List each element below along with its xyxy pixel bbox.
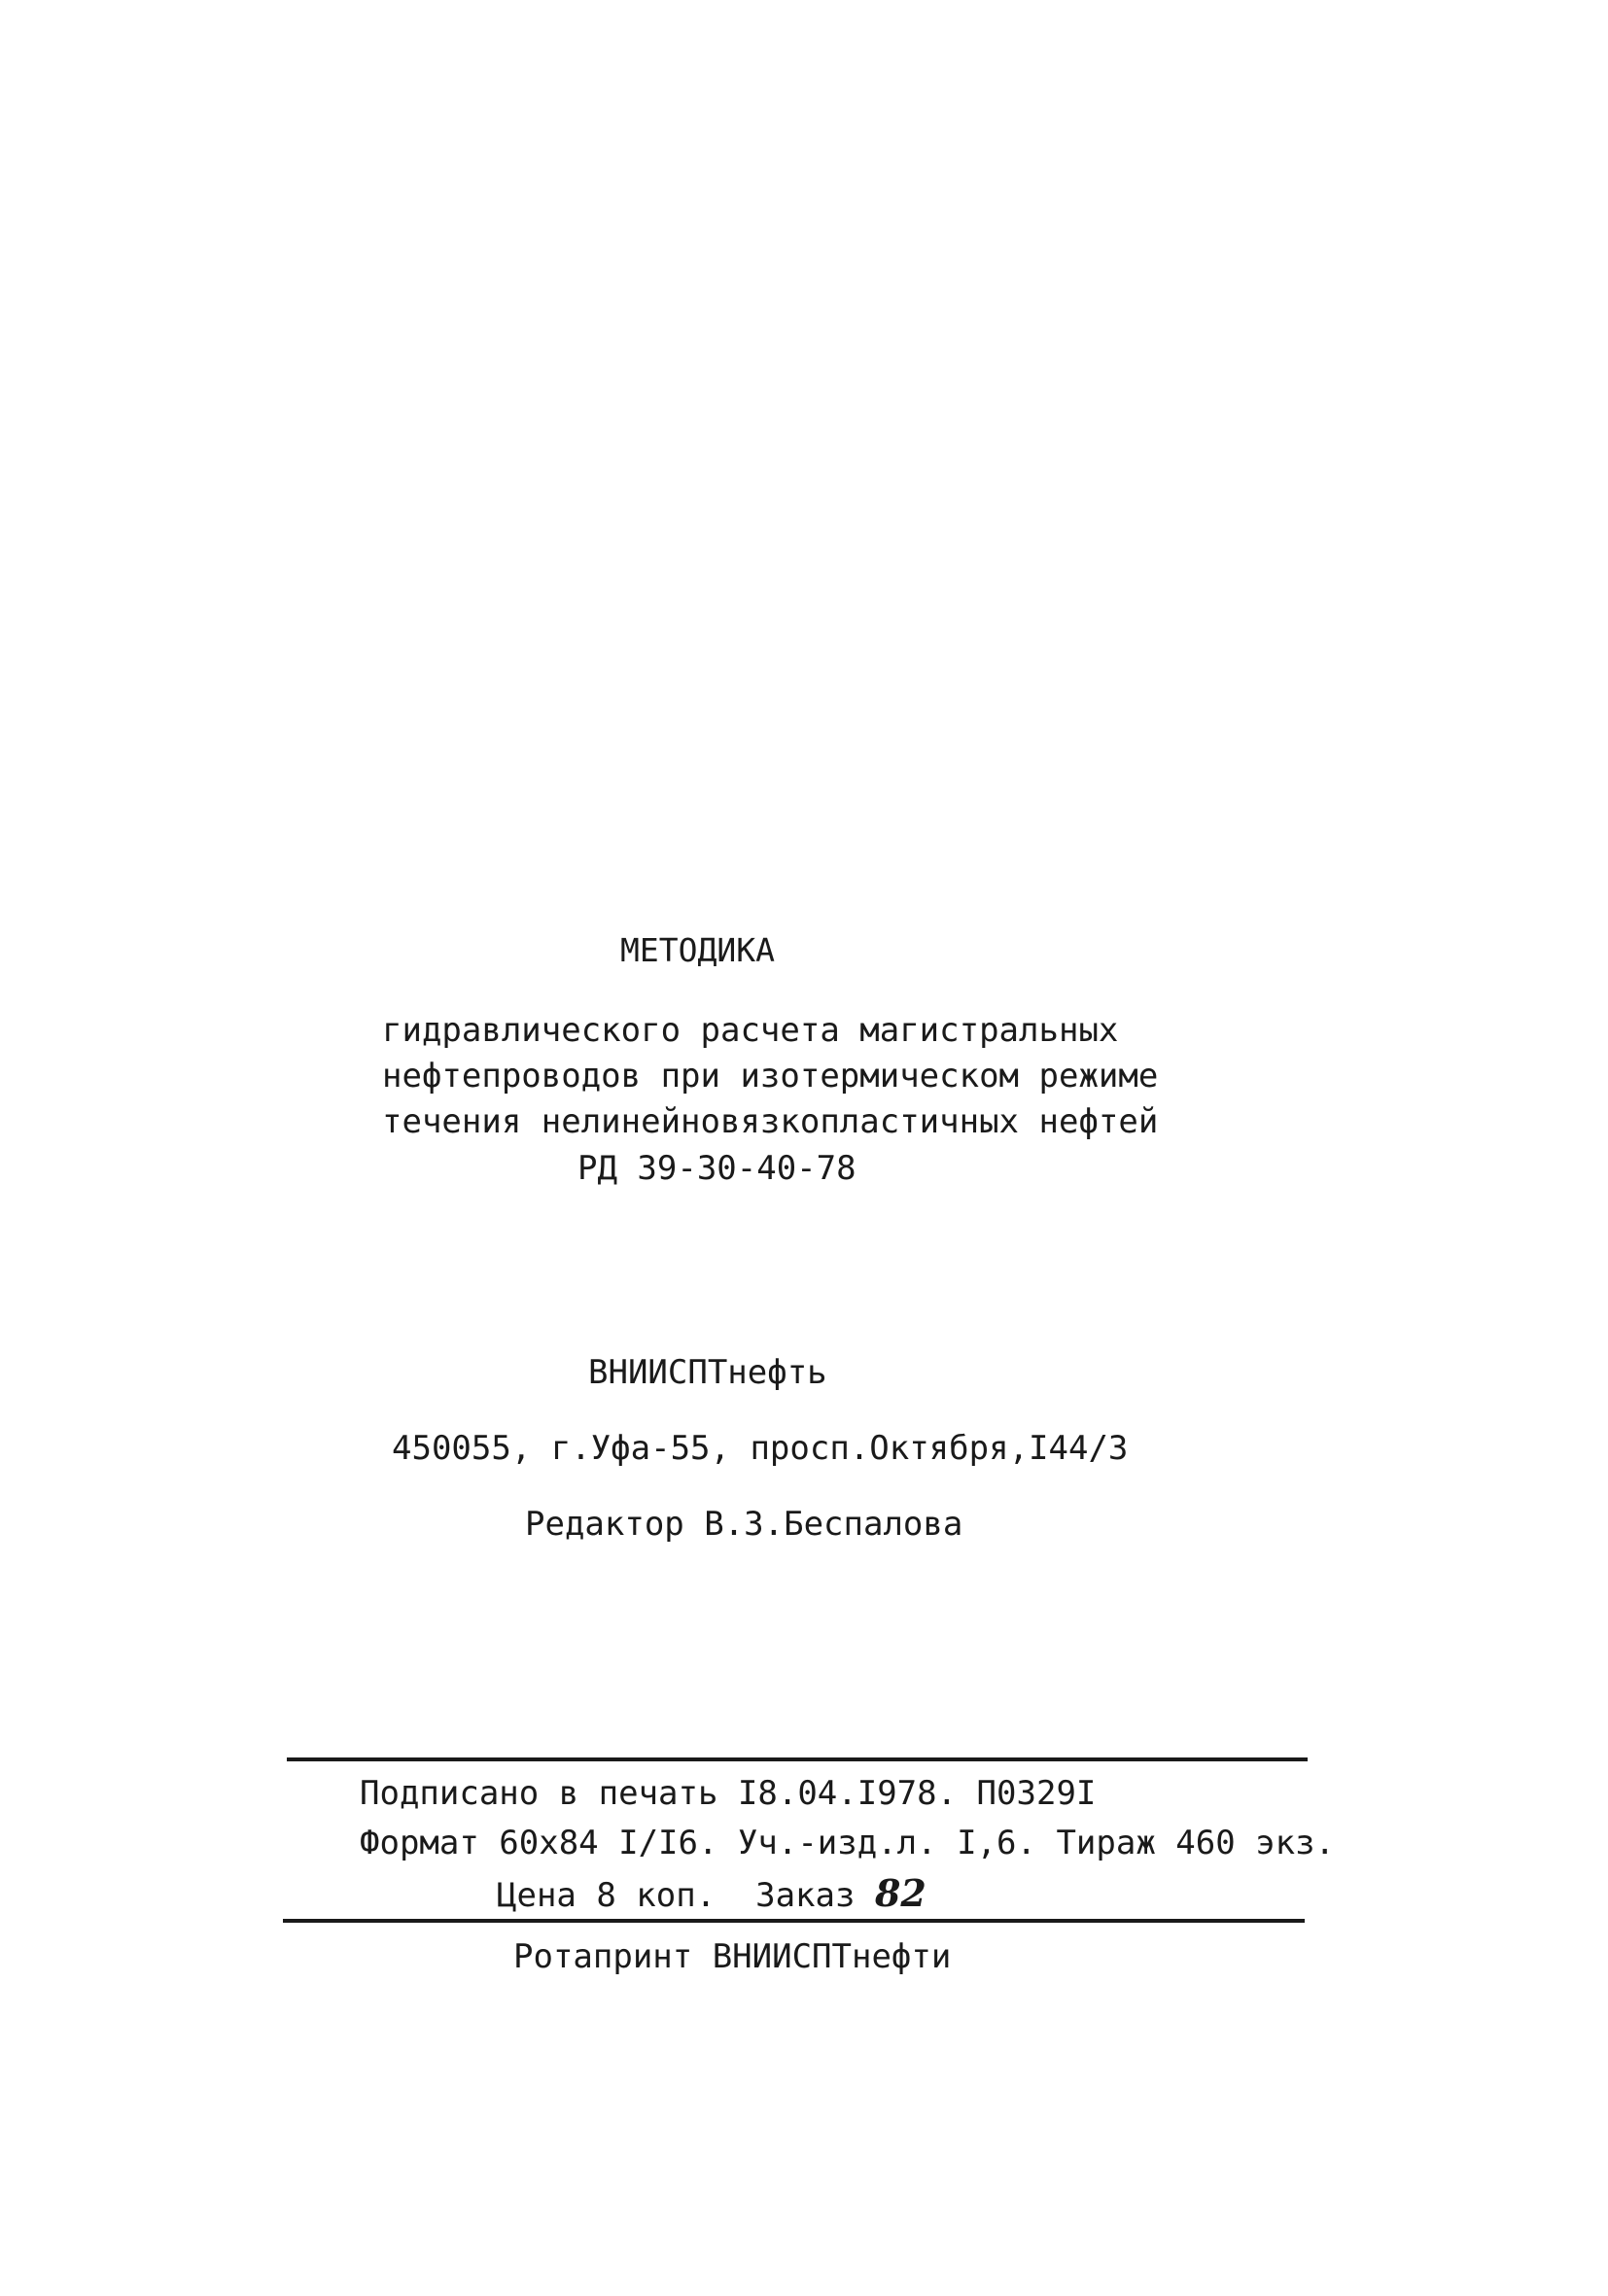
- imprint-signed-line: Подписано в печать I8.04.I978. П0329I: [360, 1774, 1097, 1813]
- imprint-price-line: [497, 1871, 926, 1915]
- imprint-format-line: Формат 60х84 I/I6. Уч.-изд.л. I,6. Тираж 460 экз.: [360, 1824, 1336, 1862]
- subtitle-line: течения нелинейновязкопластичных нефтей: [382, 1102, 1159, 1141]
- price-label: Цена 8 коп. Заказ: [497, 1876, 875, 1915]
- imprint-bottom-rule: [283, 1919, 1305, 1923]
- document-code: РД 39-30-40-78: [577, 1149, 856, 1188]
- printer-credit: Ротапринт ВНИИСПТнефти: [513, 1937, 952, 1976]
- order-number-handwritten: 82: [874, 1871, 926, 1915]
- institute-name: ВНИИСПТнефть: [588, 1353, 827, 1392]
- imprint-top-rule: [287, 1757, 1308, 1761]
- editor-credit: Редактор В.З.Беспалова: [525, 1505, 963, 1544]
- subtitle-line: гидравлического расчета магистральных: [382, 1011, 1119, 1050]
- document-title: МЕТОДИКА: [620, 931, 775, 969]
- subtitle-line: нефтепроводов при изотермическом режиме: [382, 1057, 1159, 1096]
- institute-address: 450055, г.Уфа-55, просп.Октября,I44/3: [392, 1429, 1129, 1468]
